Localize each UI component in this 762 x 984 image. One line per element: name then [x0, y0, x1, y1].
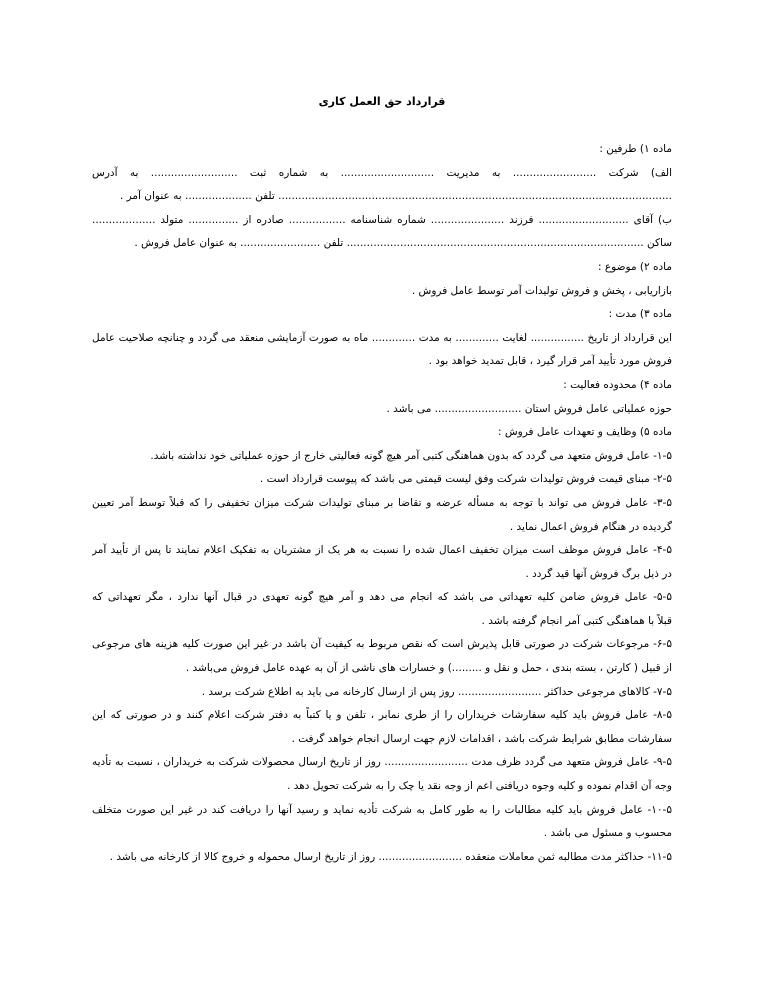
document-title: قرارداد حق العمل کاری: [318, 95, 446, 108]
document-line: گردیده در هنگام فروش اعمال نماید .: [509, 520, 672, 533]
document-line: ماده ۵) وظایف و تعهدات عامل فروش :: [497, 426, 672, 439]
document-line: فروش مورد تأیید آمر قرار گیرد ، قابل تمدید خواهد بود .: [428, 355, 672, 368]
document-line: سفارشات مطابق شرایط شرکت باشد ، اقدامات لازم جهت ارسال انجام خواهد گرفت .: [291, 732, 672, 745]
document-line: محسوب و مسئول می باشد .: [543, 827, 672, 840]
document-line: ماده ۳) مدت :: [608, 308, 672, 321]
document-line: ب) آقای ........................... فرزند ...................... شماره شناسنامه ................. صادره از ............... متولد ...................: [92, 213, 672, 226]
document-line: حوزه عملیاتی عامل فروش استان .......................... می باشد .: [386, 402, 672, 415]
document-line: وجه آن اقدام نموده و کلیه وجوه دریافتی اعم از وجه نقد یا چک را به شرکت تحویل دهد .: [287, 780, 672, 793]
document-line: الف) شرکت ......................... به مدیریت ............................ به شماره ثبت .......................... به آدرس: [92, 166, 672, 179]
document-line: ماده ۴) محدوده فعالیت :: [563, 378, 672, 391]
document-line: ۲-۵- مبنای قیمت فروش تولیدات شرکت وفق لیست قیمتی می باشد که پیوست قرارداد است .: [259, 473, 672, 486]
document-line: این قرارداد از تاریخ ................ لغایت ............. به مدت ............. ماه به صورت آزمایشی منعقد می گردد و چنانچه صلاحیت عامل: [92, 331, 672, 344]
document-line: ساکن ......................................................................................... تلفن ........................ به عنوان عامل فروش .: [134, 237, 672, 250]
document-line: ۱-۵- عامل فروش متعهد می گردد که بدون هماهنگی کتبی آمر هیچ گونه فعالیتی خارج از حوزه عملیاتی خود نداشته باشد.: [150, 449, 672, 462]
document-line: از قبیل ( کارتن ، بسته بندی ، حمل و نقل و .........) و خسارات های ناشی از آن به عهده عامل فروش می‌باشد .: [185, 662, 672, 675]
document-line: ۹-۵- عامل فروش متعهد می گردد ظرف مدت ......................... روز از تاریخ ارسال محصولات شرکت به خریداران ، نسبت به تأدیه: [92, 756, 672, 769]
document-line: ۳-۵- عامل فروش می تواند با توجه به مسأله عرضه و تقاضا بر مبنای تولیدات شرکت میزان تخفیفی را که قبلاً توسط آمر تعیین: [92, 496, 672, 509]
document-line: ۴-۵- عامل فروش موظف است میزان تخفیف اعمال شده را نسبت به هر یک از مشتریان به تفکیک اعلام نمایند تا پس از تأیید آمر: [92, 544, 672, 557]
document-line: قبلاً با هماهنگی کتبی آمر انجام گرفته باشد .: [481, 614, 672, 627]
document-line: ...................................................................................................................... تلفن .................... به عنوان آمر .: [119, 190, 672, 203]
document-line: بازاریابی ، پخش و فروش تولیدات آمر توسط عامل فروش .: [411, 284, 672, 297]
document-line: ۵-۵- عامل فروش ضامن کلیه تعهداتی می باشد که انجام می دهد و آمر هیچ گونه تعهدی در قبال آنها ندارد ، مگر تعهداتی که: [92, 591, 672, 604]
document-line: ۷-۵- کالاهای مرجوعی حداکثر ......................... روز پس از ارسال کارخانه می باید به اطلاع شرکت برسد .: [201, 685, 672, 698]
document-line: ۶-۵- مرجوعات شرکت در صورتی قابل پذیرش است که نقص مربوط به کیفیت آن باشد در غیر این صورت کلیه هزینه های مرجوعی: [92, 638, 672, 651]
document-line: در ذیل برگ فروش آنها قید گردد .: [525, 567, 672, 580]
document-line: ۱۰-۵- عامل فروش باید کلیه مطالبات را به طور کامل به شرکت تأدیه نماید و رسید آنها را دریافت کند در غیر این صورت متخلف: [92, 803, 672, 816]
document-body: [92, 138, 672, 869]
document-line: ماده ۱) طرفین :: [599, 143, 672, 155]
document-line: ۸-۵- عامل فروش باید کلیه سفارشات خریداران را از طری نمابر ، تلفن و یا کتباً به دفتر شرکت اعلام کنند و در صورتی که این: [92, 709, 672, 722]
document-line: ماده ۲) موضوع :: [598, 260, 672, 273]
document-line: ۱۱-۵- حداکثر مدت مطالبه ثمن معاملات منعقده ......................... روز از تاریخ ارسال محموله و خروج کالا از کارخانه می باشد .: [109, 850, 672, 863]
